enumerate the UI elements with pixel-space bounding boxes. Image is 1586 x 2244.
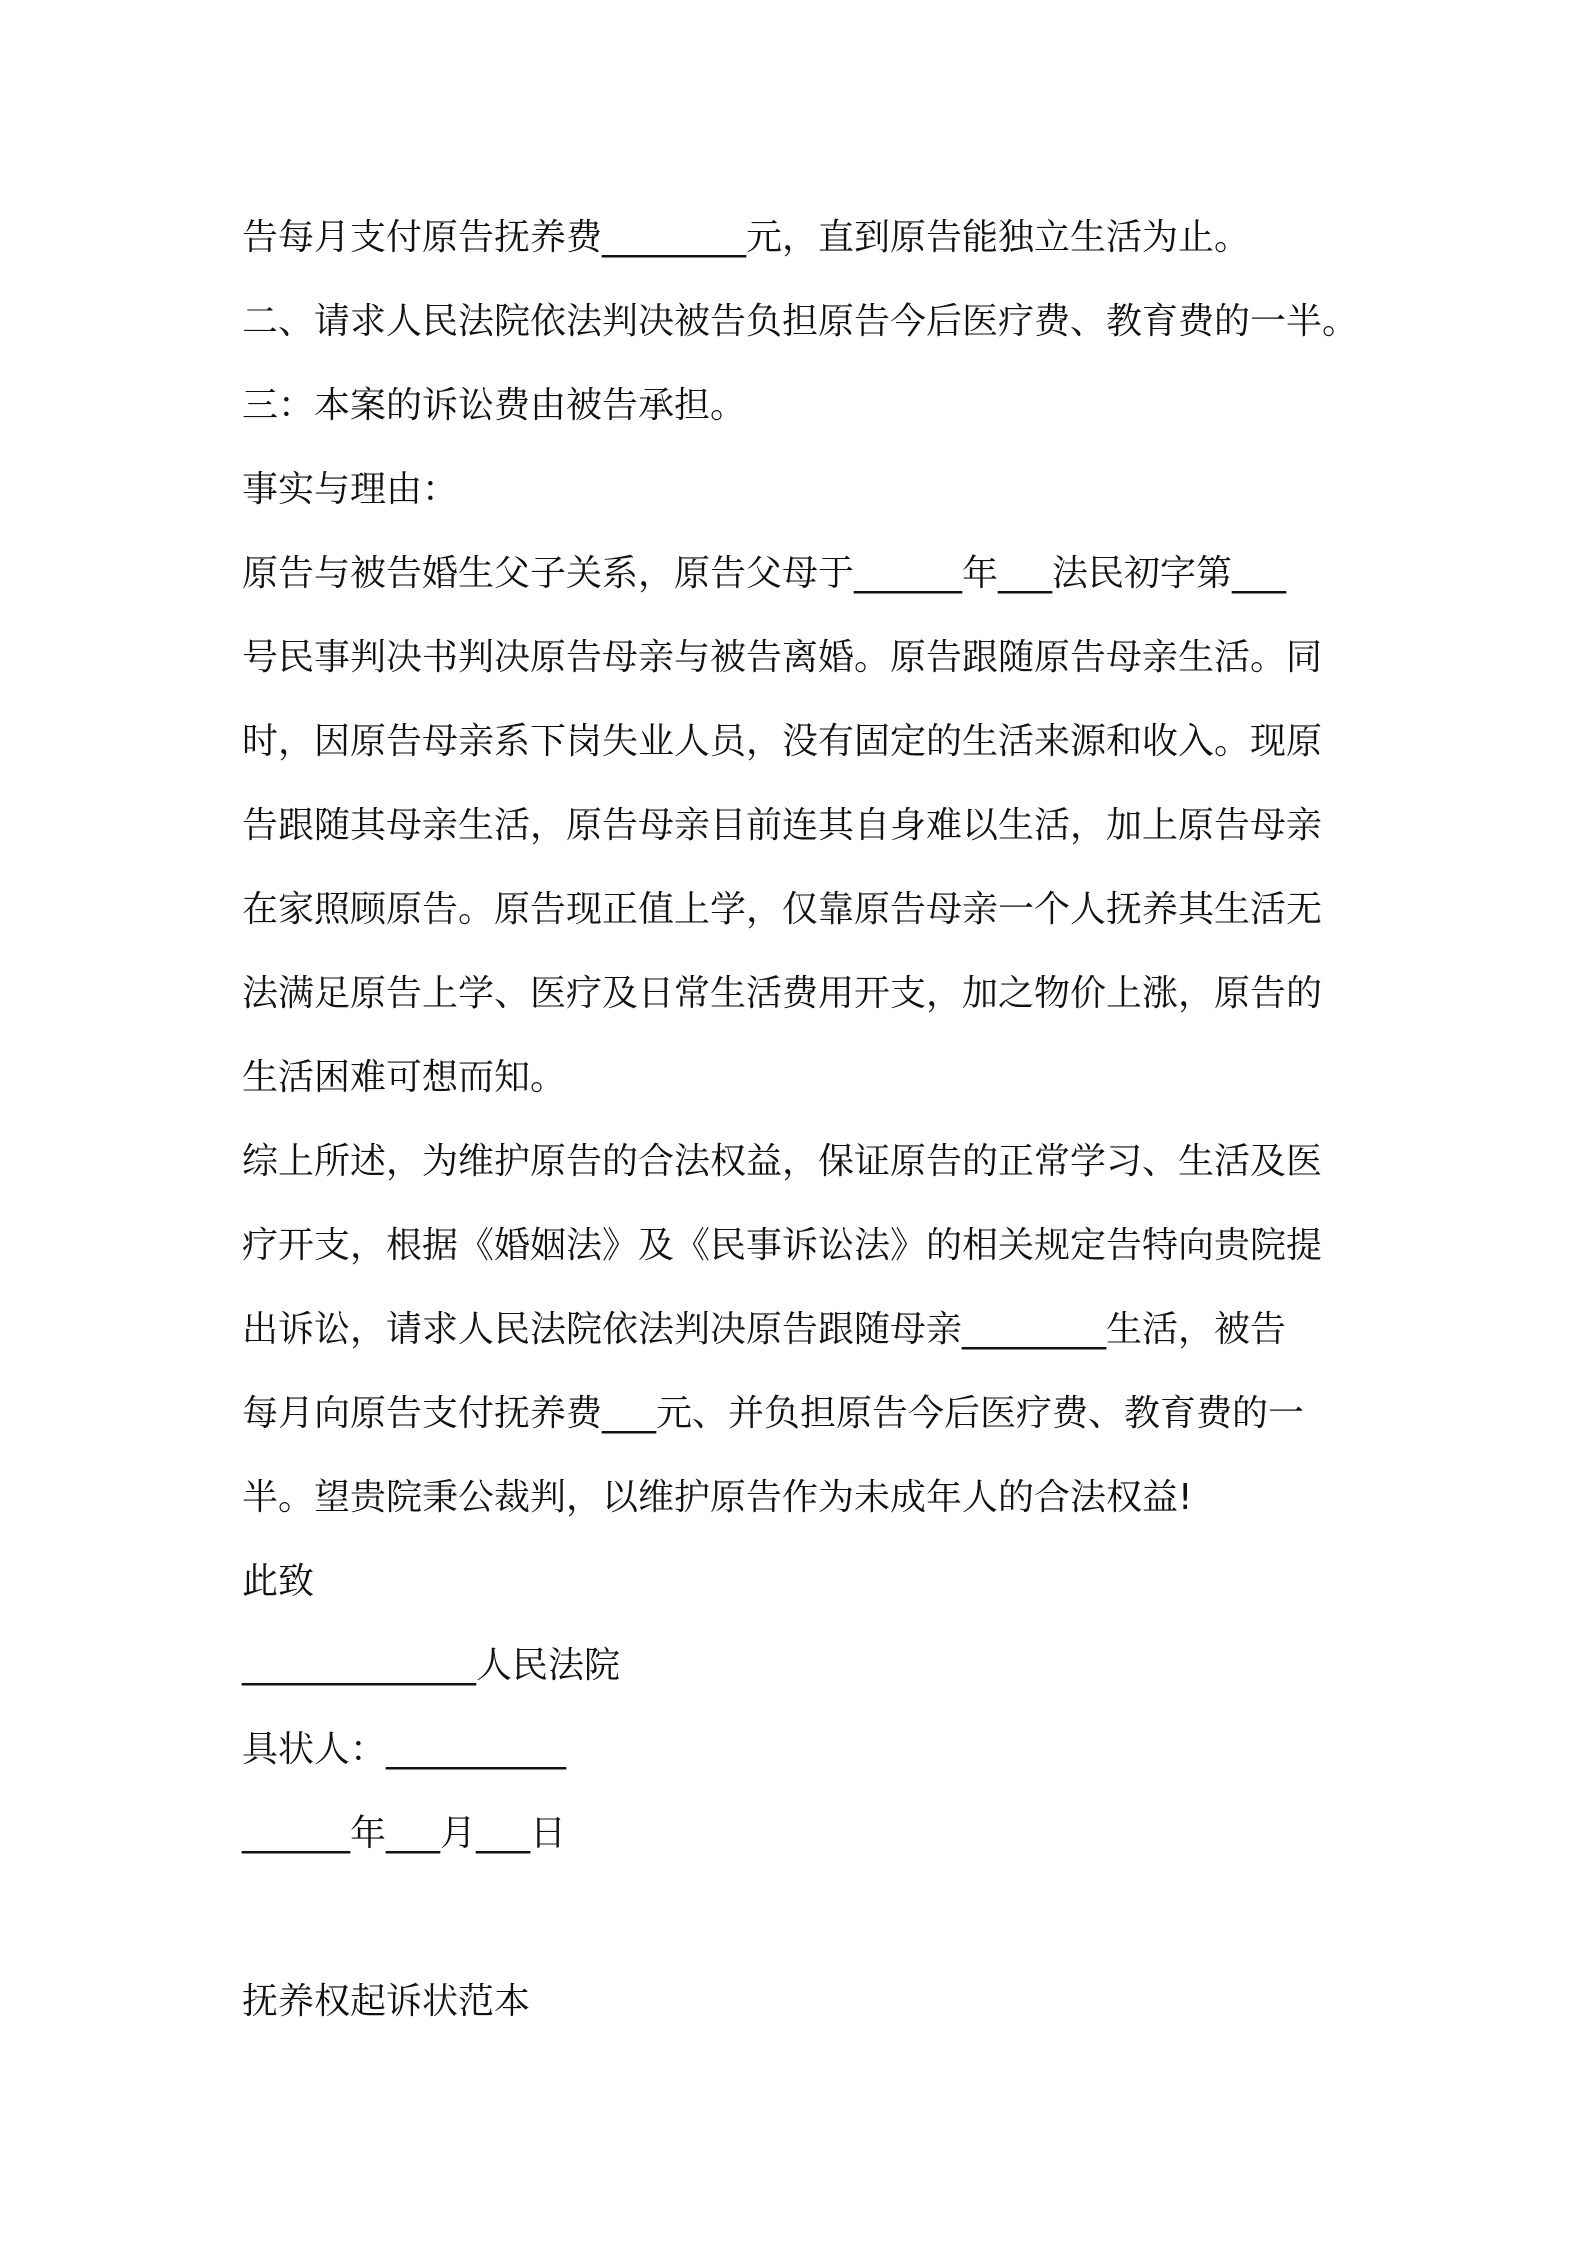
- salutation: 此致: [242, 1561, 315, 1602]
- paragraph-line: 疗开支，根据《婚姻法》及《民事诉讼法》的相关规定告特向贵院提: [242, 1225, 1323, 1266]
- plaintiff-signature: 具状人：__________: [242, 1729, 567, 1770]
- date-line: ______年___月___日: [242, 1813, 567, 1854]
- paragraph-line: 在家照顾原告。原告现正值上学，仅靠原告母亲一个人抚养其生活无: [242, 889, 1323, 930]
- paragraph-line: 告跟随其母亲生活，原告母亲目前连其自身难以生活，加上原告母亲: [242, 805, 1323, 846]
- paragraph-line: 原告与被告婚生父子关系，原告父母于______年___法民初字第___: [242, 553, 1287, 594]
- paragraph-line: 二、请求人民法院依法判决被告负担原告今后医疗费、教育费的一半。: [242, 301, 1359, 342]
- paragraph-line: 时，因原告母亲系下岗失业人员，没有固定的生活来源和收入。现原: [242, 721, 1323, 762]
- paragraph-line: 生活困难可想而知。: [242, 1057, 567, 1098]
- paragraph-line: 综上所述，为维护原告的合法权益，保证原告的正常学习、生活及医: [242, 1141, 1323, 1182]
- paragraph-line: 号民事判决书判决原告母亲与被告离婚。原告跟随原告母亲生活。同: [242, 637, 1323, 678]
- court-name: _____________人民法院: [242, 1645, 621, 1686]
- paragraph-line: 出诉讼，请求人民法院依法判决原告跟随母亲________生活，被告: [242, 1309, 1287, 1350]
- paragraph-line: 三：本案的诉讼费由被告承担。: [242, 385, 747, 426]
- section-heading: 事实与理由：: [242, 469, 459, 510]
- document-section-title: 抚养权起诉状范本: [242, 1981, 531, 2022]
- document-body: [242, 196, 1362, 2044]
- paragraph-line: 半。望贵院秉公裁判，以维护原告作为未成年人的合法权益!: [242, 1477, 1193, 1518]
- paragraph-line: 每月向原告支付抚养费___元、并负担原告今后医疗费、教育费的一: [242, 1393, 1305, 1434]
- paragraph-line: 法满足原告上学、医疗及日常生活费用开支，加之物价上涨，原告的: [242, 973, 1323, 1014]
- paragraph-line: 告每月支付原告抚养费________元，直到原告能独立生活为止。: [242, 217, 1251, 258]
- blank-gap: [242, 1876, 1362, 1960]
